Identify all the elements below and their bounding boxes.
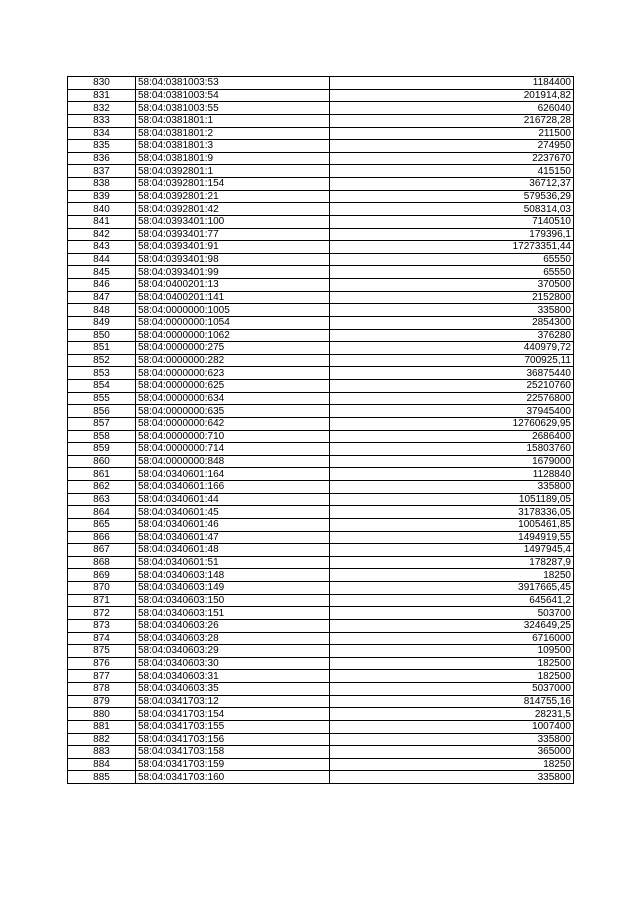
cadastral-number-cell: 58:04:0000000:714	[136, 443, 330, 456]
cadastral-number-cell: 58:04:0392801:154	[136, 178, 330, 191]
row-number-cell: 844	[68, 253, 136, 266]
value-cell: 22576800	[330, 392, 574, 405]
table-row	[68, 152, 574, 165]
value-cell: 36712,37	[330, 178, 574, 191]
table-row	[68, 518, 574, 531]
value-cell: 335800	[330, 304, 574, 317]
table-row	[68, 531, 574, 544]
value-cell: 335800	[330, 733, 574, 746]
cadastral-number-cell: 58:04:0340603:31	[136, 670, 330, 683]
cadastral-number-cell: 58:04:0340601:164	[136, 468, 330, 481]
cadastral-number-cell: 58:04:0340601:44	[136, 493, 330, 506]
cadastral-number-cell: 58:04:0000000:1054	[136, 316, 330, 329]
cadastral-number-cell: 58:04:0000000:710	[136, 430, 330, 443]
table-row	[68, 279, 574, 292]
row-number-cell: 854	[68, 380, 136, 393]
table-row	[68, 683, 574, 696]
value-cell: 814755,16	[330, 695, 574, 708]
cadastral-number-cell: 58:04:0000000:642	[136, 417, 330, 430]
table-row	[68, 316, 574, 329]
value-cell: 370500	[330, 279, 574, 292]
cadastral-number-cell: 58:04:0341703:160	[136, 771, 330, 784]
table-row	[68, 493, 574, 506]
cadastral-number-cell: 58:04:0000000:625	[136, 380, 330, 393]
row-number-cell: 834	[68, 127, 136, 140]
cadastral-number-cell: 58:04:0381003:55	[136, 102, 330, 115]
cadastral-number-cell: 58:04:0393401:77	[136, 228, 330, 241]
row-number-cell: 875	[68, 645, 136, 658]
table-row	[68, 140, 574, 153]
table-row	[68, 77, 574, 90]
row-number-cell: 862	[68, 481, 136, 494]
table-row	[68, 569, 574, 582]
table-row	[68, 417, 574, 430]
value-cell: 1494919,55	[330, 531, 574, 544]
table-row	[68, 670, 574, 683]
row-number-cell: 836	[68, 152, 136, 165]
row-number-cell: 864	[68, 506, 136, 519]
cadastral-number-cell: 58:04:0340601:46	[136, 518, 330, 531]
cadastral-number-cell: 58:04:0381801:2	[136, 127, 330, 140]
value-cell: 1497945,4	[330, 544, 574, 557]
table-row	[68, 657, 574, 670]
row-number-cell: 869	[68, 569, 136, 582]
row-number-cell: 841	[68, 215, 136, 228]
table-row	[68, 468, 574, 481]
value-cell: 179396,1	[330, 228, 574, 241]
cadastral-number-cell: 58:04:0340603:150	[136, 594, 330, 607]
value-cell: 335800	[330, 771, 574, 784]
cadastral-number-cell: 58:04:0381003:54	[136, 89, 330, 102]
cadastral-number-cell: 58:04:0341703:159	[136, 758, 330, 771]
row-number-cell: 880	[68, 708, 136, 721]
row-number-cell: 866	[68, 531, 136, 544]
row-number-cell: 870	[68, 582, 136, 595]
table-row	[68, 405, 574, 418]
value-cell: 376280	[330, 329, 574, 342]
cadastral-number-cell: 58:04:0000000:1005	[136, 304, 330, 317]
cadastral-number-cell: 58:04:0341703:154	[136, 708, 330, 721]
table-row	[68, 632, 574, 645]
cadastral-number-cell: 58:04:0392801:1	[136, 165, 330, 178]
value-cell: 1184400	[330, 77, 574, 90]
cadastral-number-cell: 58:04:0400201:141	[136, 291, 330, 304]
row-number-cell: 863	[68, 493, 136, 506]
value-cell: 2237670	[330, 152, 574, 165]
row-number-cell: 843	[68, 241, 136, 254]
value-cell: 335800	[330, 481, 574, 494]
table-row	[68, 266, 574, 279]
value-cell: 28231,5	[330, 708, 574, 721]
row-number-cell: 856	[68, 405, 136, 418]
value-cell: 274950	[330, 140, 574, 153]
table-row	[68, 329, 574, 342]
row-number-cell: 840	[68, 203, 136, 216]
table-row	[68, 720, 574, 733]
row-number-cell: 885	[68, 771, 136, 784]
value-cell: 201914,82	[330, 89, 574, 102]
table-row	[68, 253, 574, 266]
value-cell: 700925,11	[330, 354, 574, 367]
table-row	[68, 481, 574, 494]
table-row	[68, 89, 574, 102]
row-number-cell: 868	[68, 556, 136, 569]
table-row	[68, 619, 574, 632]
table-row	[68, 228, 574, 241]
value-cell: 25210760	[330, 380, 574, 393]
table-row	[68, 455, 574, 468]
cadastral-number-cell: 58:04:0340603:151	[136, 607, 330, 620]
value-cell: 1051189,05	[330, 493, 574, 506]
row-number-cell: 876	[68, 657, 136, 670]
value-cell: 65550	[330, 266, 574, 279]
table-row	[68, 127, 574, 140]
row-number-cell: 883	[68, 746, 136, 759]
value-cell: 324649,25	[330, 619, 574, 632]
value-cell: 211500	[330, 127, 574, 140]
table-row	[68, 708, 574, 721]
cadastral-number-cell: 58:04:0340603:30	[136, 657, 330, 670]
cadastral-number-cell: 58:04:0000000:1062	[136, 329, 330, 342]
cadastral-number-cell: 58:04:0340601:51	[136, 556, 330, 569]
cadastral-number-cell: 58:04:0340603:35	[136, 683, 330, 696]
row-number-cell: 833	[68, 114, 136, 127]
value-cell: 440979,72	[330, 342, 574, 355]
value-cell: 579536,29	[330, 190, 574, 203]
row-number-cell: 853	[68, 367, 136, 380]
table-row	[68, 304, 574, 317]
value-cell: 109500	[330, 645, 574, 658]
row-number-cell: 881	[68, 720, 136, 733]
row-number-cell: 850	[68, 329, 136, 342]
cadastral-number-cell: 58:04:0340603:29	[136, 645, 330, 658]
table-row	[68, 746, 574, 759]
row-number-cell: 873	[68, 619, 136, 632]
cadastral-number-cell: 58:04:0381801:9	[136, 152, 330, 165]
table-row	[68, 443, 574, 456]
row-number-cell: 832	[68, 102, 136, 115]
row-number-cell: 851	[68, 342, 136, 355]
row-number-cell: 882	[68, 733, 136, 746]
value-cell: 5037000	[330, 683, 574, 696]
table-row	[68, 544, 574, 557]
cadastral-number-cell: 58:04:0392801:21	[136, 190, 330, 203]
cadastral-number-cell: 58:04:0341703:158	[136, 746, 330, 759]
table-row	[68, 165, 574, 178]
value-cell: 1679000	[330, 455, 574, 468]
table-row	[68, 771, 574, 784]
row-number-cell: 859	[68, 443, 136, 456]
value-cell: 182500	[330, 657, 574, 670]
row-number-cell: 855	[68, 392, 136, 405]
value-cell: 2686400	[330, 430, 574, 443]
table-row	[68, 354, 574, 367]
value-cell: 18250	[330, 758, 574, 771]
cadastral-number-cell: 58:04:0341703:12	[136, 695, 330, 708]
row-number-cell: 879	[68, 695, 136, 708]
table-row	[68, 190, 574, 203]
row-number-cell: 831	[68, 89, 136, 102]
value-cell: 178287,9	[330, 556, 574, 569]
table-row	[68, 114, 574, 127]
cadastral-number-cell: 58:04:0392801:42	[136, 203, 330, 216]
table-row	[68, 695, 574, 708]
row-number-cell: 837	[68, 165, 136, 178]
row-number-cell: 835	[68, 140, 136, 153]
cadastral-number-cell: 58:04:0000000:623	[136, 367, 330, 380]
cadastral-number-cell: 58:04:0400201:13	[136, 279, 330, 292]
row-number-cell: 847	[68, 291, 136, 304]
cadastral-number-cell: 58:04:0000000:275	[136, 342, 330, 355]
row-number-cell: 830	[68, 77, 136, 90]
row-number-cell: 858	[68, 430, 136, 443]
cadastral-number-cell: 58:04:0393401:98	[136, 253, 330, 266]
cadastral-number-cell: 58:04:0393401:99	[136, 266, 330, 279]
value-cell: 2152800	[330, 291, 574, 304]
cadastral-number-cell: 58:04:0340603:148	[136, 569, 330, 582]
cadastral-number-cell: 58:04:0340601:47	[136, 531, 330, 544]
value-cell: 626040	[330, 102, 574, 115]
value-cell: 3178336,05	[330, 506, 574, 519]
row-number-cell: 867	[68, 544, 136, 557]
table-row	[68, 380, 574, 393]
value-cell: 503700	[330, 607, 574, 620]
cadastral-number-cell: 58:04:0381801:1	[136, 114, 330, 127]
cadastral-number-cell: 58:04:0000000:635	[136, 405, 330, 418]
value-cell: 1005461,85	[330, 518, 574, 531]
value-cell: 18250	[330, 569, 574, 582]
value-cell: 3917665,45	[330, 582, 574, 595]
cadastral-value-table	[67, 76, 574, 784]
table-row	[68, 342, 574, 355]
row-number-cell: 872	[68, 607, 136, 620]
table-row	[68, 215, 574, 228]
cadastral-number-cell: 58:04:0340603:28	[136, 632, 330, 645]
value-cell: 15803760	[330, 443, 574, 456]
cadastral-number-cell: 58:04:0381003:53	[136, 77, 330, 90]
table-row	[68, 178, 574, 191]
row-number-cell: 842	[68, 228, 136, 241]
table-row	[68, 758, 574, 771]
table-row	[68, 203, 574, 216]
cadastral-number-cell: 58:04:0340601:45	[136, 506, 330, 519]
table-row	[68, 291, 574, 304]
row-number-cell: 861	[68, 468, 136, 481]
row-number-cell: 849	[68, 316, 136, 329]
row-number-cell: 871	[68, 594, 136, 607]
row-number-cell: 852	[68, 354, 136, 367]
row-number-cell: 857	[68, 417, 136, 430]
row-number-cell: 846	[68, 279, 136, 292]
cadastral-number-cell: 58:04:0340601:48	[136, 544, 330, 557]
table-row	[68, 645, 574, 658]
cadastral-number-cell: 58:04:0341703:155	[136, 720, 330, 733]
value-cell: 36875440	[330, 367, 574, 380]
row-number-cell: 839	[68, 190, 136, 203]
cadastral-number-cell: 58:04:0000000:848	[136, 455, 330, 468]
table-row	[68, 102, 574, 115]
value-cell: 415150	[330, 165, 574, 178]
value-cell: 37945400	[330, 405, 574, 418]
value-cell: 1007400	[330, 720, 574, 733]
cadastral-number-cell: 58:04:0340601:166	[136, 481, 330, 494]
cadastral-number-cell: 58:04:0393401:100	[136, 215, 330, 228]
value-cell: 12760629,95	[330, 417, 574, 430]
value-cell: 365000	[330, 746, 574, 759]
value-cell: 645641,2	[330, 594, 574, 607]
table-row	[68, 430, 574, 443]
row-number-cell: 874	[68, 632, 136, 645]
value-cell: 6716000	[330, 632, 574, 645]
cadastral-number-cell: 58:04:0341703:156	[136, 733, 330, 746]
row-number-cell: 848	[68, 304, 136, 317]
table-row	[68, 582, 574, 595]
table-row	[68, 506, 574, 519]
table-row	[68, 607, 574, 620]
table-row	[68, 556, 574, 569]
value-cell: 17273351,44	[330, 241, 574, 254]
row-number-cell: 877	[68, 670, 136, 683]
table-row	[68, 392, 574, 405]
row-number-cell: 884	[68, 758, 136, 771]
table-row	[68, 367, 574, 380]
cadastral-number-cell: 58:04:0000000:282	[136, 354, 330, 367]
cadastral-number-cell: 58:04:0340603:149	[136, 582, 330, 595]
value-cell: 2854300	[330, 316, 574, 329]
value-cell: 1128840	[330, 468, 574, 481]
table-row	[68, 594, 574, 607]
value-cell: 65550	[330, 253, 574, 266]
table-row	[68, 733, 574, 746]
value-cell: 182500	[330, 670, 574, 683]
cadastral-number-cell: 58:04:0340603:26	[136, 619, 330, 632]
row-number-cell: 878	[68, 683, 136, 696]
cadastral-number-cell: 58:04:0393401:91	[136, 241, 330, 254]
cadastral-number-cell: 58:04:0000000:634	[136, 392, 330, 405]
table-body	[68, 77, 574, 784]
table-row	[68, 241, 574, 254]
row-number-cell: 860	[68, 455, 136, 468]
value-cell: 508314,03	[330, 203, 574, 216]
row-number-cell: 838	[68, 178, 136, 191]
row-number-cell: 865	[68, 518, 136, 531]
row-number-cell: 845	[68, 266, 136, 279]
cadastral-number-cell: 58:04:0381801:3	[136, 140, 330, 153]
value-cell: 216728,28	[330, 114, 574, 127]
value-cell: 7140510	[330, 215, 574, 228]
